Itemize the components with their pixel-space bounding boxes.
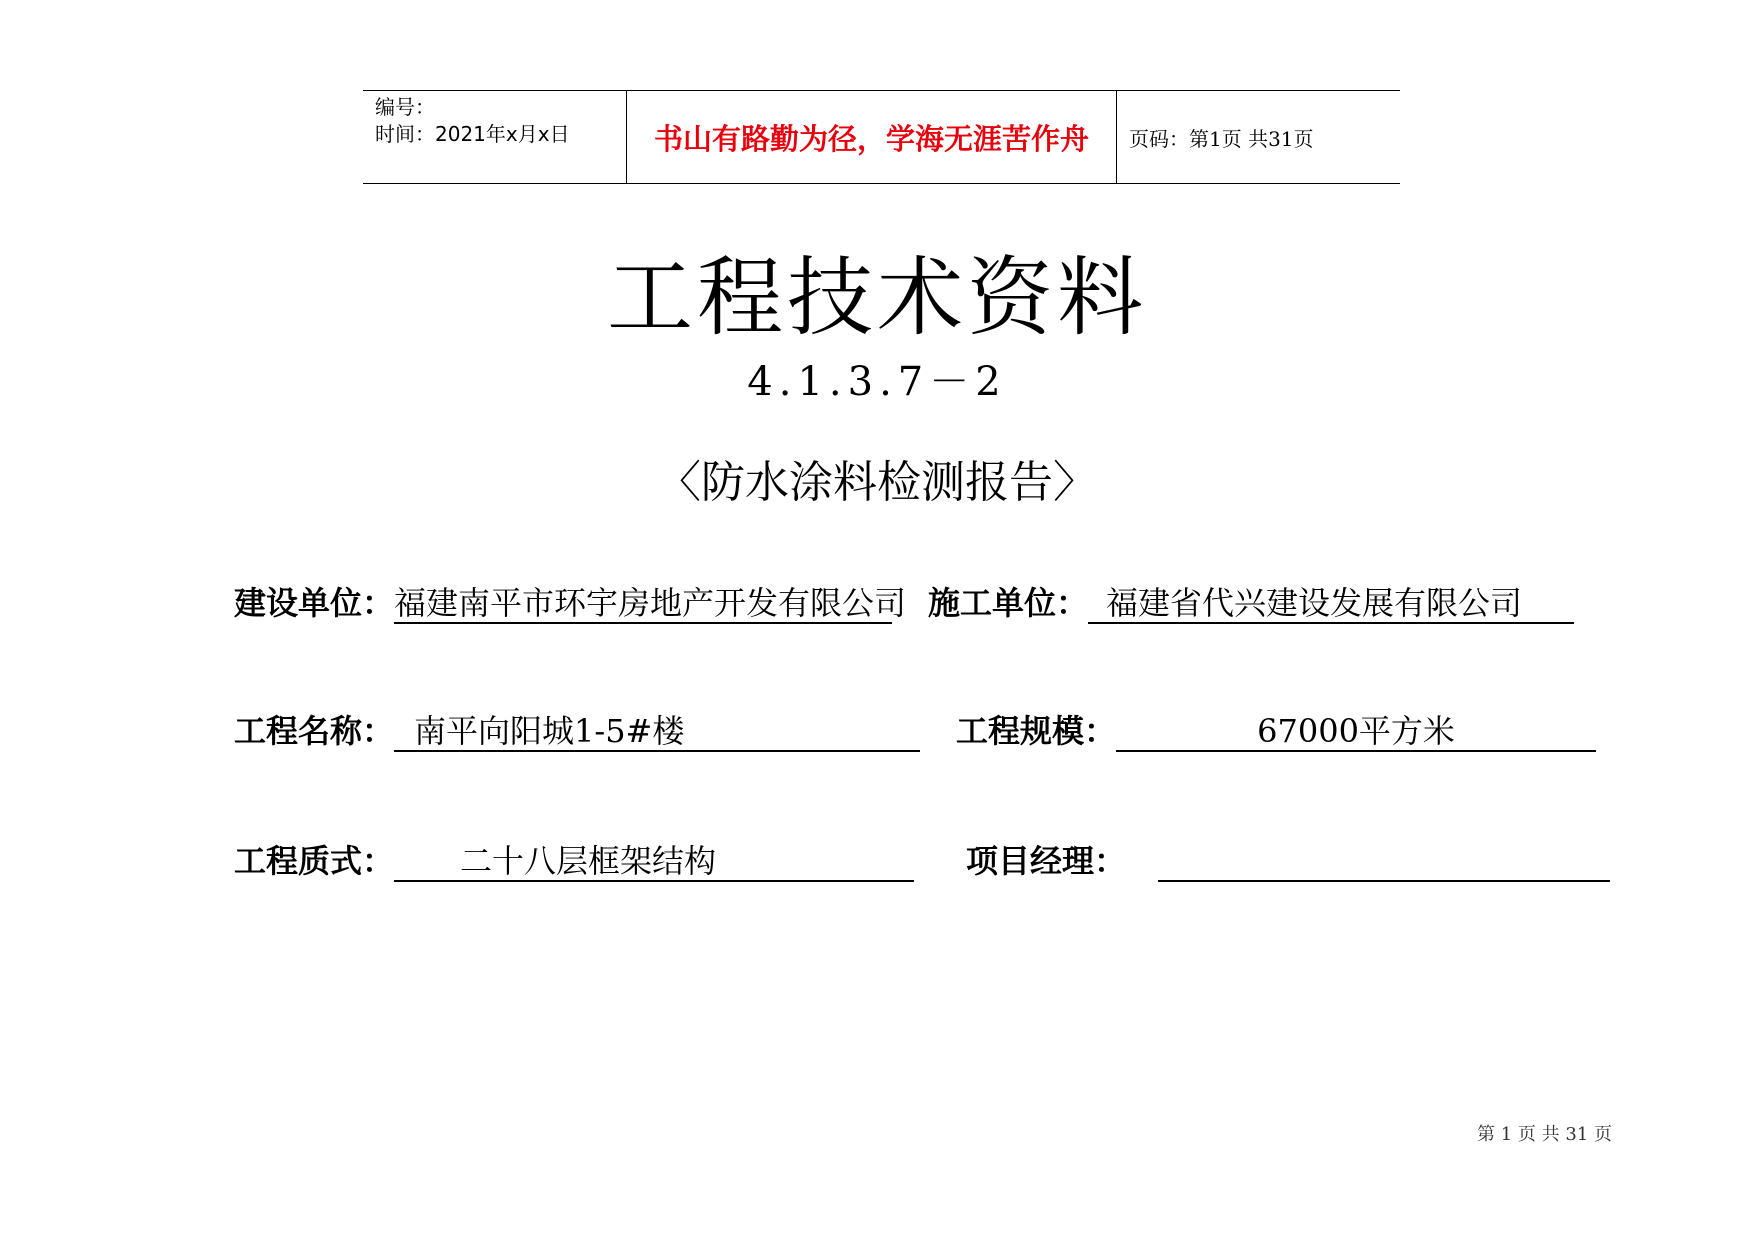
- number-label: 编号：: [375, 95, 435, 119]
- field-row-project: [234, 708, 1596, 752]
- time-label: 时间：2021年x月x日: [375, 122, 570, 146]
- page-code: 页码：第1页 共31页: [1129, 126, 1314, 151]
- structure-label: 工程质式：: [234, 842, 395, 880]
- header-motto-cell: [627, 91, 1117, 183]
- manager-label: 项目经理：: [966, 842, 1127, 880]
- header-page-cell: [1117, 91, 1400, 183]
- project-scale-value: 67000平方米: [1116, 712, 1596, 752]
- construction-unit-label: 建设单位：: [234, 584, 395, 622]
- header-table: [363, 90, 1400, 184]
- builder-value: 福建省代兴建设发展有限公司: [1088, 584, 1574, 624]
- project-name-label: 工程名称：: [234, 712, 395, 750]
- motto-text: 书山有路勤为径，学海无涯苦作舟: [653, 121, 1089, 156]
- builder-label: 施工单位：: [928, 584, 1089, 622]
- document-code: 4.1.3.7－2: [747, 359, 1007, 405]
- construction-unit-value: 福建南平市环宇房地产开发有限公司: [394, 584, 907, 622]
- header-meta-cell: [363, 91, 627, 183]
- project-name-value: 南平向阳城1-5#楼: [394, 712, 920, 752]
- manager-value: [1158, 880, 1610, 882]
- field-row-structure: [234, 838, 1610, 882]
- page-footer: 第 1 页 共 31 页: [1477, 1124, 1612, 1145]
- structure-value: 二十八层框架结构: [394, 842, 914, 882]
- document-subtitle: 〈防水涂料检测报告〉: [657, 457, 1097, 508]
- project-scale-label: 工程规模：: [956, 712, 1117, 750]
- field-row-units: [234, 580, 1574, 624]
- document-title: 工程技术资料: [607, 248, 1147, 348]
